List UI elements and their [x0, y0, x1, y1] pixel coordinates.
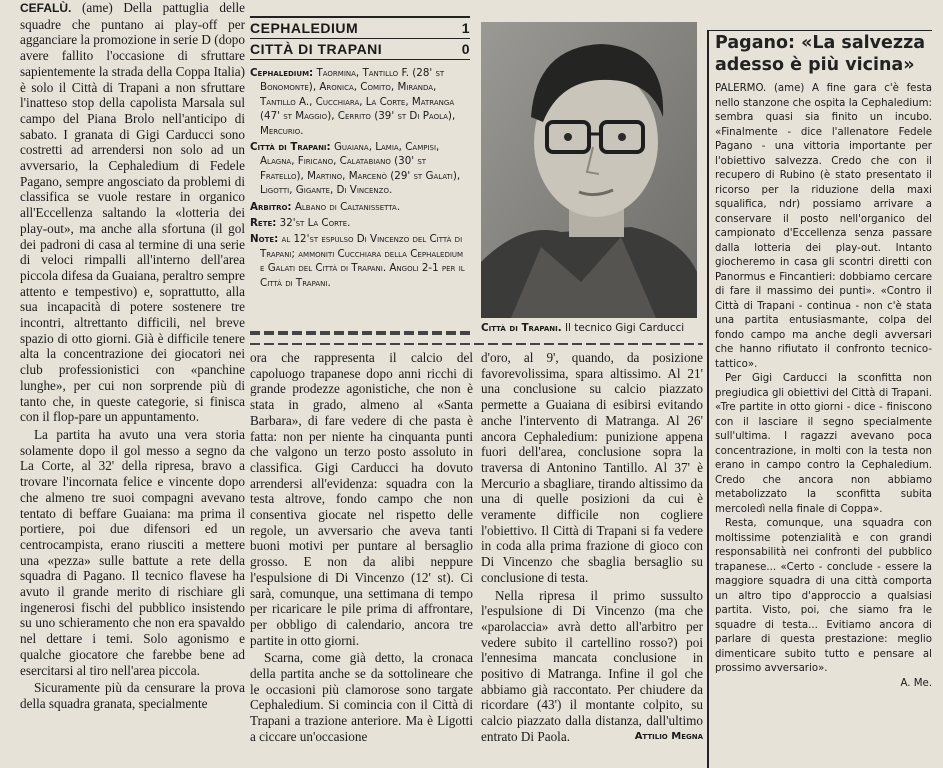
article-paragraph: Per Gigi Carducci la sconfitta non pregiudica gli obiettivi del Città di Trapani. «Tre partite in otto giorni - dice - finiscono con il lasciare il segno specialmente sull'ultima. I ragazzi avevano poca concentrazione, in molti con la testa non erano in campo contro la Cephaledium. Credo che ancora non abbiamo metabolizzato la sconfitta subita mercoledì nella finale di Coppa». — [715, 373, 932, 515]
lineup-away — [250, 140, 470, 198]
article-column-3 — [481, 350, 703, 768]
article-paragraph: Resta, comunque, una squadra con moltissime potenzialità e con grandi responsabilità nei confronti del pubblico trapanese... «Certo - conclude - essere la maggiore squadra di una città comporta un altro tipo d'approccio a qualsiasi partita. Visto, poi, che siamo fra le squadre di testa... Evitiamo ancora di parlare di questa prestazione: meglio dimenticare subito tutto e pensare al prossimo avversario». — [715, 518, 932, 674]
home-team: CEPHALEDIUM — [250, 20, 359, 36]
goal — [250, 216, 470, 230]
divider — [250, 331, 470, 335]
match-summary-box — [250, 16, 470, 338]
sidebar-article — [707, 30, 932, 768]
text: Guaiana, Lamia, Campisi, Alagna, Firicano, Calatabiano (30' st Fratello), Martino, Marcenò (29' st Galati), Ligotti, Gigante, Di Vincenzo. — [260, 141, 461, 197]
divider — [709, 30, 932, 31]
author-signature: Attilio Megna — [634, 730, 703, 742]
divider — [250, 343, 703, 345]
sidebar-body — [709, 82, 932, 691]
label: Cephaledium: — [250, 67, 314, 79]
article-paragraph: PALERMO. (ame) A fine gara c'è festa nello stanzone che ospita la Cephaledium: sembra quasi sia finito un incubo. «Finalmente - dice l'allenatore Fedele Pagano - una vittoria importante per l'obiettivo salvezza. Credo che con il recupero di Rubino (è stato presentato il ricorso per la riduzione della maxi squalifica, ndr) possiamo arrivare a conservare il posto nell'organico del campionato d'Eccellenza senza passare dalla lotteria dei play-out. Intanto giocheremo in casa gli scontri diretti con Panormus e Fincantieri: dobbiamo cercare di fare il massimo dei punti». «Contro il Città di Trapani - continua - non c'è stata una partita entusiasmante, colpa del fondo campo ma anche degli avversari che hanno rifiutato il confronto tecnico-tattico». — [715, 83, 932, 370]
article-paragraph: La partita ha avuto una vera storia solamente dopo il gol messo a segno da La Corte, al 32' della ripresa, bravo a trovare l'incornata felice e vincente dopo che almeno tre suoi compagni avevano tentato di beffare Guaiana: ma prima il portiere, poi due difensori ed un centrocampista, erano riusciti a mettere una «pezza» sulle battute a rete della squadra di Pagano. Il tecnico flavese ha avuto il grande merito di rischiare gli ingenerosi fischi del pubblico insistendo su uno schieramento che non era spavaldo nel dettare i temi. Solo agonismo e qualche giocatore che farebbe bene ad esercitarsi al tiro nell'area piccola. — [20, 426, 245, 678]
article-paragraph — [20, 0, 245, 425]
away-score: 0 — [461, 41, 470, 57]
article-paragraph: d'oro, al 9', quando, da posizione favorevolissima, spara altissimo. Al 21' una conclusione su calcio piazzato permette a Guaiana di esibirsi evitando anche l'intervento di Matranga. Al 26' ancora Cephaledium: punizione appena fuori dell'area, conclusione sopra la traversa di Antonino Tantillo. Al 37' è Mercurio a sbagliare, tirando altissimo da una di quelle posizioni da cui è veramente difficile non cogliere l'obiettivo. Il Città di Trapani si fa vedere in coda alla prima frazione di gioco con Di Vincenzo che sbaglia bersaglio su conclusione di testa. — [481, 350, 703, 585]
article-paragraph — [481, 588, 703, 745]
label: Rete: — [250, 217, 277, 230]
lineup-home — [250, 66, 470, 138]
caption-text: Il tecnico Gigi Carducci — [561, 322, 685, 334]
referee — [250, 200, 470, 214]
away-team: CITTÀ DI TRAPANI — [250, 41, 383, 57]
text: 32'st La Corte. — [279, 217, 351, 230]
score-row-home — [250, 16, 470, 39]
caption-label: Città di Trapani. — [481, 322, 562, 334]
text: al 12'st espulso Di Vincenzo del Città di Trapani; ammoniti Cucchiara della Cephaledium e Galati del Città di Trapani. Angoli 2-1 per il Città di Trapani. — [260, 233, 465, 289]
paragraph-text: Nella ripresa il primo sussulto l'espulsione di Di Vincenzo (ma che «parolaccia» avrà detto all'arbitro per vedere subito il cartellino rosso?) poi l'ennesima mancata conclusione in positivo di Matranga. Infine il gol che abbiamo già raccontato. Per chiudere da ricordare (43') il montante colpito, su calcio piazzato dalla distanza, dall'ultimo entrato Di Paola. — [481, 587, 703, 744]
coach-photo — [481, 22, 697, 318]
label: Arbitro: — [250, 200, 292, 213]
article-paragraph: Scarna, come già detto, la cronaca della partita anche se da sottolineare che le occasioni più clamorose sono targate Cephaledium. Si comincia con il Città di Trapani a trazione anteriore. Ma è Ligotti a ciccare un'occasione — [250, 650, 473, 744]
sidebar-headline: Pagano: «La salvezza adesso è più vicina» — [715, 33, 926, 75]
paragraph-text: (ame) Della pattuglia delle squadre che puntano ai play-off per agganciare la promozione in serie D (dopo avere fallito l'occasione di sfruttare sapientemente la strada della Coppa Italia) è solo il Città di Trapani a non sfruttare l'inatteso stop della capolista Marsala sul campo del Piana Brolo nell'anticipo di sabato. I granata di Gigi Carducci sono costretti ad arrendersi non solo ad un avversario, la Cephaledium di Fedele Pagano, sempre angosciato da problemi di classifica se vuole restare in organico all'Eccellenza saltando la «lotteria dei play-out», ma anche alla sfortuna (il gol dei padroni di casa al termine di una serie di veloci rimpalli all'interno dell'area piccola difesa da Guaiana, peraltro sempre attento e tempestivo) e, soprattutto, alla sua incapacità di potere sostenere tre incontri, altrettanto difficili, nel breve spazio di otto giorni. Già è difficile tenere alta la concentrazione dei giocatori nei club professionistici con «panchine lunghe», per cui non sorprende più di tanto che, in queste categorie, si finisca con il flop-pare un appuntamento. — [20, 0, 245, 425]
article-paragraph: ora che rappresenta il calcio del capoluogo trapanese dopo anni ricchi di grande prodezze agonistiche, che non è stata in grado, almeno al «Santa Barbara», di fare vedere di che pasta è fatta: non per niente ha cinquanta punti che valgono un terzo posto assoluto in classifica. Gigi Carducci ha dovuto arrendersi all'evidenza: squadra con la testa altrove, fondo campo che non consentiva giocate nel rispetto delle regole, un avversario che aveva tanti buoni motivi per puntare al bersaglio grosso. E non da alibi neppure l'espulsione di Di Vincenzo (12' st). Ci sarà, comunque, una settimana di tempo per ricaricare le pile prima di affrontare, per obbligo di calendario, ancora tre partite in otto giorni. — [250, 350, 473, 648]
text: Taormina, Tantillo F. (28' st Bonomonte), Aronica, Comito, Miranda, Tantillo A., Cucchiara, La Corte, Matranga (47' st Maggio), Cerrito (39' st Di Paola), Mercurio. — [260, 67, 456, 137]
label: Note: — [250, 233, 279, 246]
article-column-2 — [250, 350, 473, 768]
score-row-away — [250, 39, 470, 60]
author-initials: A. Me. — [900, 677, 932, 689]
article-paragraph: Sicuramente più da censurare la prova della squadra granata, specialmente — [20, 680, 245, 711]
article-column-1 — [20, 0, 245, 768]
text: Albano di Caltanissetta. — [294, 200, 401, 213]
home-score: 1 — [461, 20, 470, 36]
lineups — [250, 66, 470, 290]
portrait-image — [481, 22, 697, 318]
dateline: CEFALÙ. — [20, 1, 72, 15]
photo-caption — [481, 322, 697, 335]
notes — [250, 232, 470, 290]
label: Città di Trapani: — [250, 141, 331, 154]
